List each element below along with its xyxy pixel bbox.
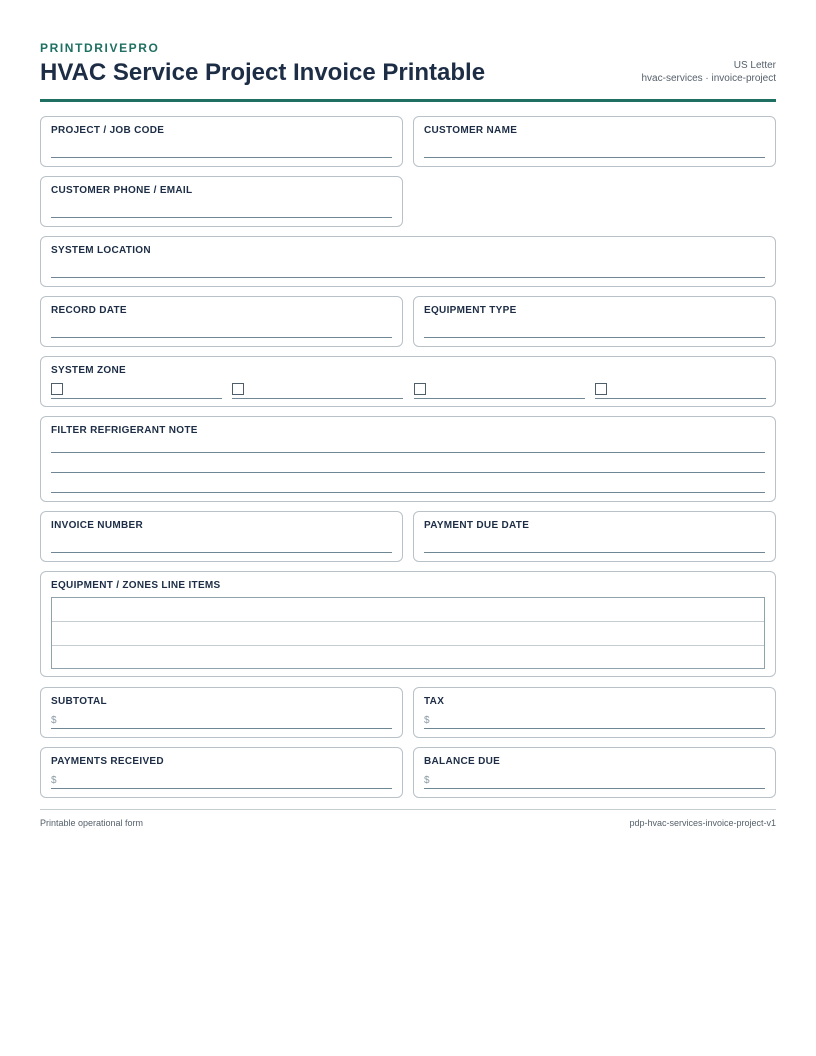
payments-received-line[interactable]: [51, 788, 392, 789]
table-row[interactable]: [52, 598, 764, 622]
currency-symbol: $: [424, 715, 430, 726]
line-items-section: [40, 571, 776, 677]
project-job-code-label: PROJECT / JOB CODE: [51, 125, 165, 136]
record-date-field[interactable]: [40, 296, 403, 347]
customer-phone-email-line[interactable]: [51, 217, 392, 218]
table-row[interactable]: [52, 622, 764, 646]
filter-refrigerant-note-field[interactable]: [40, 416, 776, 502]
invoice-number-field[interactable]: [40, 511, 403, 562]
checkbox[interactable]: [414, 383, 426, 395]
line-items-label: EQUIPMENT / ZONES LINE ITEMS: [51, 580, 221, 591]
record-date-line[interactable]: [51, 337, 392, 338]
system-zone-option-2[interactable]: [232, 383, 403, 399]
system-zone-option-1[interactable]: [51, 383, 222, 399]
balance-due-field[interactable]: [413, 747, 776, 798]
system-location-field[interactable]: [40, 236, 776, 287]
tax-label: TAX: [424, 696, 445, 707]
invoice-number-label: INVOICE NUMBER: [51, 520, 143, 531]
payment-due-date-line[interactable]: [424, 552, 765, 553]
customer-phone-email-label: CUSTOMER PHONE / EMAIL: [51, 185, 193, 196]
customer-name-field[interactable]: [413, 116, 776, 167]
balance-due-label: BALANCE DUE: [424, 756, 501, 767]
project-job-code-line[interactable]: [51, 157, 392, 158]
currency-symbol: $: [51, 775, 57, 786]
currency-symbol: $: [424, 775, 430, 786]
page-meta: [642, 59, 777, 85]
customer-phone-email-field[interactable]: [40, 176, 403, 227]
paper-size: US Letter: [733, 60, 776, 71]
system-zone-option-4[interactable]: [595, 383, 766, 399]
footer-left-text: Printable operational form: [40, 818, 144, 828]
checkbox[interactable]: [51, 383, 63, 395]
system-zone-option-3[interactable]: [414, 383, 585, 399]
equipment-type-line[interactable]: [424, 337, 765, 338]
system-zone-field: [40, 356, 776, 407]
brand-name: PRINTDRIVEPRO: [40, 41, 160, 55]
footer-divider: [40, 809, 776, 810]
tax-field[interactable]: [413, 687, 776, 738]
option-line[interactable]: [595, 398, 766, 399]
system-location-label: SYSTEM LOCATION: [51, 245, 151, 256]
customer-name-line[interactable]: [424, 157, 765, 158]
customer-name-label: CUSTOMER NAME: [424, 125, 518, 136]
footer-right-text: pdp-hvac-services-invoice-project-v1: [629, 818, 776, 828]
payment-due-date-label: PAYMENT DUE DATE: [424, 520, 530, 531]
filter-refrigerant-note-label: FILTER REFRIGERANT NOTE: [51, 425, 198, 436]
option-line[interactable]: [232, 398, 403, 399]
subtotal-line[interactable]: [51, 728, 392, 729]
tax-line[interactable]: [424, 728, 765, 729]
system-location-line[interactable]: [51, 277, 765, 278]
checkbox[interactable]: [595, 383, 607, 395]
subtotal-field[interactable]: [40, 687, 403, 738]
payment-due-date-field[interactable]: [413, 511, 776, 562]
balance-due-line[interactable]: [424, 788, 765, 789]
system-zone-label: SYSTEM ZONE: [51, 365, 126, 376]
invoice-number-line[interactable]: [51, 552, 392, 553]
page-tags: hvac-services · invoice-project: [641, 73, 776, 84]
option-line[interactable]: [51, 398, 222, 399]
payments-received-label: PAYMENTS RECEIVED: [51, 756, 164, 767]
table-row[interactable]: [52, 646, 764, 670]
page-header: [40, 40, 776, 102]
note-line-3[interactable]: [51, 492, 765, 493]
note-line-1[interactable]: [51, 452, 765, 453]
page-title: HVAC Service Project Invoice Printable: [40, 59, 486, 86]
payments-received-field[interactable]: [40, 747, 403, 798]
checkbox[interactable]: [232, 383, 244, 395]
record-date-label: RECORD DATE: [51, 305, 127, 316]
option-line[interactable]: [414, 398, 585, 399]
subtotal-label: SUBTOTAL: [51, 696, 107, 707]
note-line-2[interactable]: [51, 472, 765, 473]
project-job-code-field[interactable]: [40, 116, 403, 167]
equipment-type-label: EQUIPMENT TYPE: [424, 305, 517, 316]
line-items-table: [51, 597, 765, 669]
equipment-type-field[interactable]: [413, 296, 776, 347]
currency-symbol: $: [51, 715, 57, 726]
